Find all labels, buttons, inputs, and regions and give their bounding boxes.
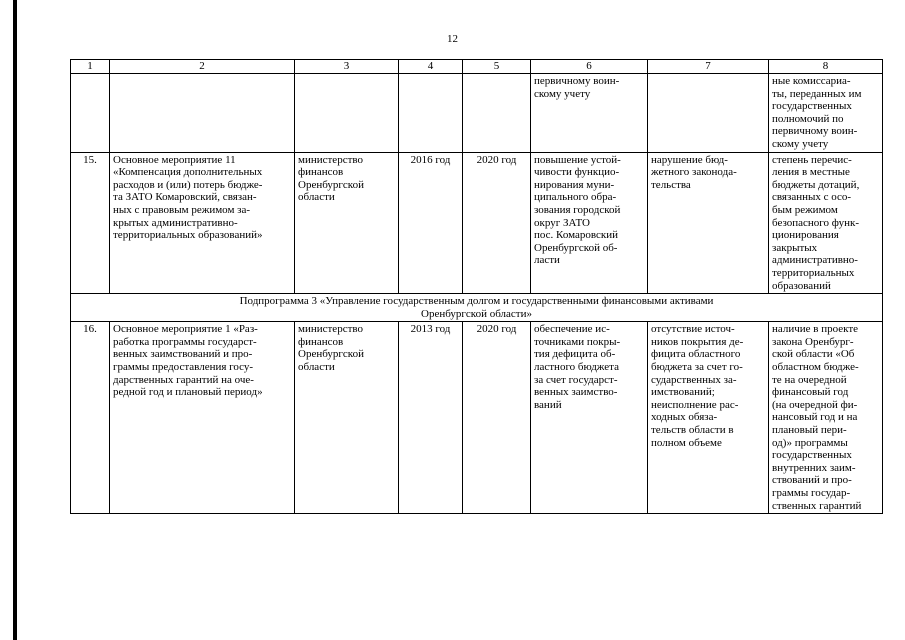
table-header-row <box>71 60 883 74</box>
expected-result: обеспечение ис- точниками покры- тия дефицита об- ластного бюджета за счет государст- венных заимство- ваний <box>531 322 648 514</box>
end-year: 2020 год <box>463 152 531 294</box>
table-cell <box>71 74 110 153</box>
start-year: 2016 год <box>399 152 463 294</box>
consequences: отсутствие источ- ников покрытия де- фицита областного бюджета за счет го- сударственных за- имствований; неисполнение рас- ходных обяза- тельств области в полном объеме <box>648 322 769 514</box>
end-year: 2020 год <box>463 322 531 514</box>
start-year: 2013 год <box>399 322 463 514</box>
page-number: 12 <box>447 33 458 45</box>
indicator-link: степень перечис- ления в местные бюджеты дотаций, связанных с осо- бым режимом безопасного функ- ционирования закрытых административно- территориальных образований <box>769 152 883 294</box>
activity-name: Основное мероприятие 11 «Компенсация дополнительных расходов и (или) потерь бюдже- та ЗАТО Комаровский, связан- ных с правовым режимом за- крытых административно- территориальных образований» <box>110 152 295 294</box>
table-cell <box>648 74 769 153</box>
row-number: 16. <box>71 322 110 514</box>
column-header: 4 <box>399 60 463 74</box>
subprogram-title: Подпрограмма 3 «Управление государственным долгом и государственными финансовыми активами Оренбургской области» <box>71 294 883 322</box>
column-header: 1 <box>71 60 110 74</box>
table-cell <box>295 74 399 153</box>
expected-result: повышение устой- чивости функцио- нирования муни- ципального обра- зования городской округ ЗАТО пос. Комаровский Оренбургской об- ласти <box>531 152 648 294</box>
column-header: 7 <box>648 60 769 74</box>
column-header: 3 <box>295 60 399 74</box>
table-cell: ные комиссариа- ты, переданных им государственных полномочий по первичному воин- скому учету <box>769 74 883 153</box>
column-header: 8 <box>769 60 883 74</box>
column-header: 6 <box>531 60 648 74</box>
activities-table <box>70 59 883 514</box>
table-cell <box>399 74 463 153</box>
indicator-link: наличие в проекте закона Оренбург- ской области «Об областном бюдже- те на очередной финансовый год (на очередной фи- нансовый год и на плановый пери- од)» программы государственных внутренних заим- ствований и про- граммы государ- ственных гарантий <box>769 322 883 514</box>
responsible-executor: министерство финансов Оренбургской области <box>295 322 399 514</box>
table-cell: первичному воин- скому учету <box>531 74 648 153</box>
table-row-continuation <box>71 74 883 153</box>
table-row-16 <box>71 322 883 514</box>
subprogram-row <box>71 294 883 322</box>
row-number: 15. <box>71 152 110 294</box>
table-cell <box>463 74 531 153</box>
consequences: нарушение бюд- жетного законода- тельства <box>648 152 769 294</box>
column-header: 2 <box>110 60 295 74</box>
table-row-15 <box>71 152 883 294</box>
column-header: 5 <box>463 60 531 74</box>
scan-edge <box>13 0 17 640</box>
activity-name: Основное мероприятие 1 «Раз- работка программы государст- венных заимствований и про- граммы предоставления госу- дарственных гарантий на оче- редной год и плановый период» <box>110 322 295 514</box>
responsible-executor: министерство финансов Оренбургской области <box>295 152 399 294</box>
table-cell <box>110 74 295 153</box>
